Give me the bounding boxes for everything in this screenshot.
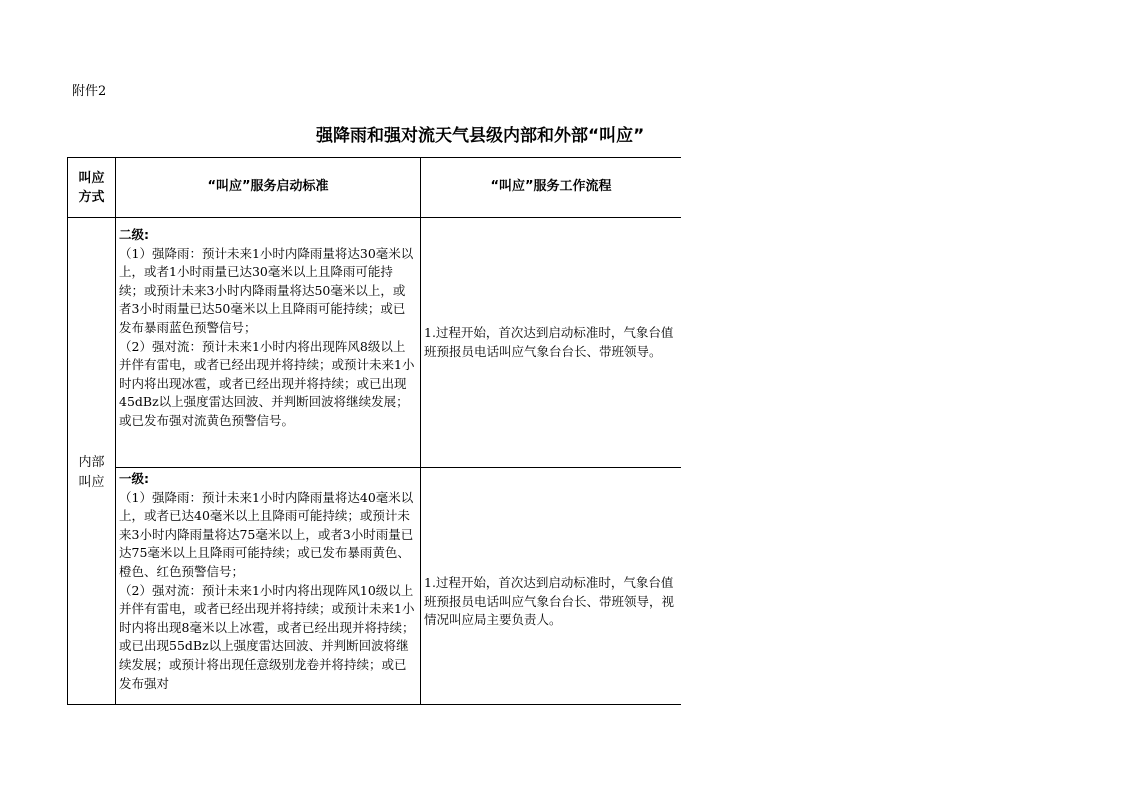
attachment-label: 附件2 bbox=[72, 84, 107, 99]
document-title: 强降雨和强对流天气县级内部和外部“叫应” bbox=[316, 126, 645, 146]
response-table bbox=[67, 157, 681, 705]
workflow-level2: 1.过程开始，首次达到启动标准时，气象台值班预报员电话叫应气象台台长、带班领导。 bbox=[421, 218, 682, 468]
response-table-container bbox=[67, 157, 681, 705]
table-row bbox=[68, 218, 682, 468]
level2-criteria-text: （1）强降雨：预计未来1小时内降雨量将达30毫米以上，或者1小时雨量已达30毫米以上且降雨可能持续；或预计未来3小时内降雨量将达50毫米以上，或者3小时雨量已达50毫米以上且降雨可能持续；或已发布暴雨蓝色预警信号； （2）强对流：预计未来1小时内将出现阵风8级以上并伴有雷电，或者已经出现并将持续；或预计未来1小时内将出现冰雹，或者已经出现并将持续；或已出现45dBz以上强度雷达回波、并判断回波将继续发展；或已发布强对流黄色预警信号。 bbox=[119, 245, 415, 428]
criteria-level1 bbox=[116, 468, 421, 706]
workflow-level1: 1.过程开始，首次达到启动标准时，气象台值班预报员电话叫应气象台台长、带班领导，视情况叫应局主要负责人。 bbox=[421, 468, 682, 706]
level2-label: 二级: bbox=[119, 227, 149, 242]
header-mode: 叫应 方式 bbox=[68, 158, 116, 218]
header-workflow: “叫应”服务工作流程 bbox=[421, 158, 682, 218]
header-criteria: “叫应”服务启动标准 bbox=[116, 158, 421, 218]
header-row bbox=[68, 158, 682, 218]
criteria-level2 bbox=[116, 218, 421, 468]
level1-criteria-text: （1）强降雨：预计未来1小时内降雨量将达40毫米以上，或者已达40毫米以上且降雨可能持续；或预计未来3小时内降雨量将达75毫米以上，或者3小时雨量已达75毫米以上且降雨可能持续；或已发布暴雨黄色、橙色、红色预警信号； （2）强对流：预计未来1小时内将出现阵风10级以上并伴有雷电，或者已经出现并将持续；或预计未来1小时内将出现8毫米以上冰雹，或者已经出现并将持续；或已出现55dBz以上强度雷达回波、并判断回波将继续发展；或预计将出现任意级别龙卷并将持续；或已发布强对 bbox=[119, 489, 415, 691]
table-row bbox=[68, 468, 682, 706]
mode-internal: 内部 叫应 bbox=[68, 218, 116, 706]
level1-label: 一级: bbox=[119, 471, 149, 486]
